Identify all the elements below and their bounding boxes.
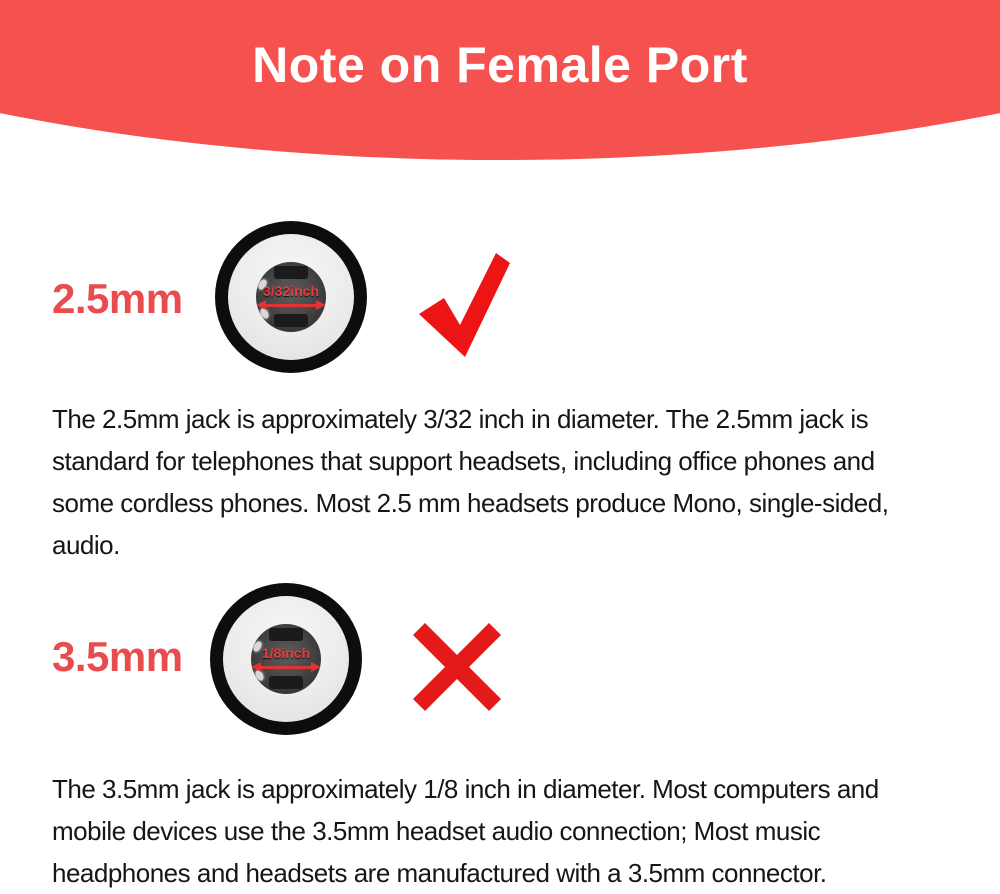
- page-title: Note on Female Port: [252, 37, 748, 93]
- checkmark-shape: [419, 253, 510, 357]
- size-label-2-5mm: 2.5mm: [52, 275, 183, 322]
- jack-size-caption: 3/32inch: [262, 283, 320, 299]
- jack-size-caption: 1/8inch: [261, 645, 311, 661]
- dimension-arrow-icon: [260, 666, 312, 669]
- jack-slot-bottom: [274, 314, 308, 327]
- checkmark-icon: [413, 249, 513, 361]
- jack-slot-bottom: [269, 676, 303, 689]
- jack-slot-top: [269, 628, 303, 641]
- jack-port-2-5mm-image: [215, 221, 367, 373]
- jack-face: [228, 234, 354, 360]
- jack-face: [223, 596, 349, 722]
- cross-icon: [411, 621, 503, 713]
- jack-socket: [251, 624, 321, 694]
- paragraph-3-5mm: The 3.5mm jack is approximately 1/8 inch in diameter. Most computers and mobile devices use the 3.5mm headset audio connection; Most music headphones and headsets are manufactured with a 3.5mm connector.: [52, 774, 879, 888]
- jack-slot-top: [274, 266, 308, 279]
- size-label-3-5mm: 3.5mm: [52, 633, 183, 680]
- paragraph-2-5mm: The 2.5mm jack is approximately 3/32 inch in diameter. The 2.5mm jack is standard for telephones that support headsets, including office phones and some cordless phones. Most 2.5 mm headsets produce Mono, single-sided, audio.: [52, 404, 889, 560]
- dimension-arrow-icon: [265, 304, 317, 307]
- jack-port-3-5mm-image: [210, 583, 362, 735]
- jack-socket: [256, 262, 326, 332]
